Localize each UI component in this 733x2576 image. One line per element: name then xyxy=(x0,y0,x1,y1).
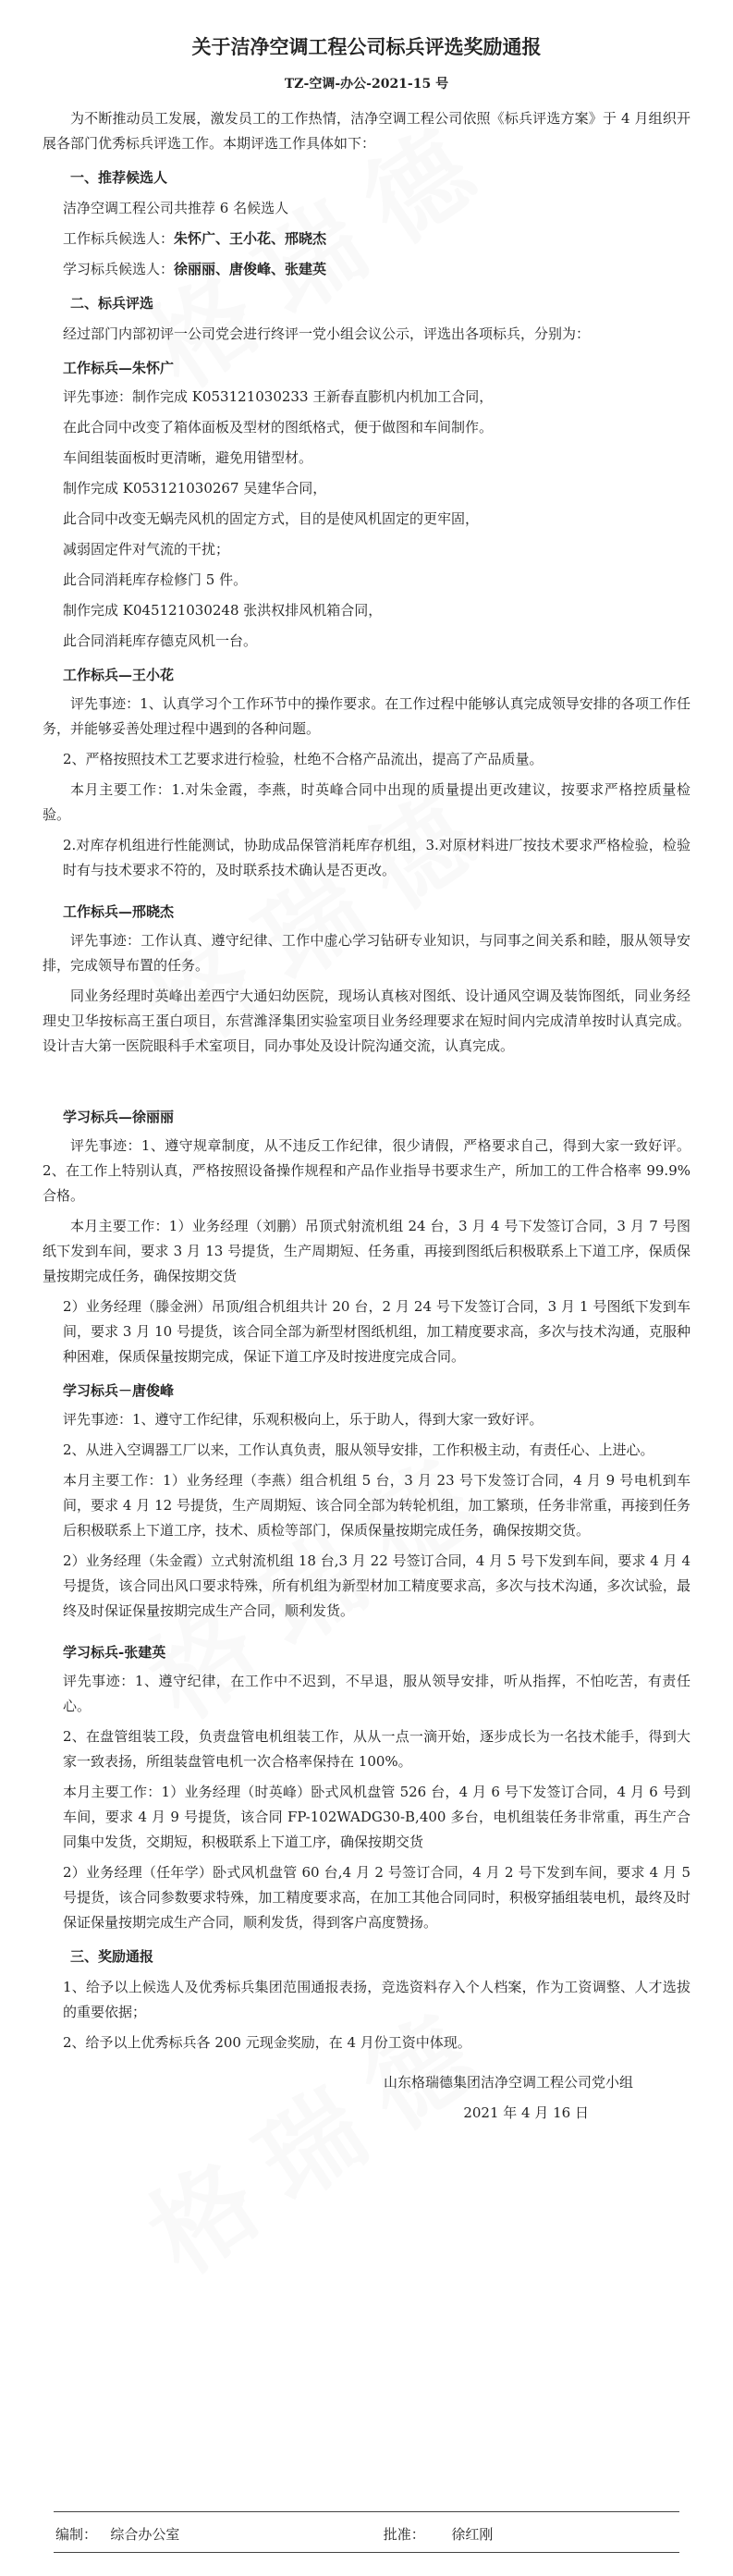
paragraph: 本月主要工作：1）业务经理（时英峰）卧式风机盘管 526 台，4 月 6 号下发签订合同，4 月 6 号到车间，要求 4 月 9 号提货，该合同 FP-102WADG30-B,400 多台，电机组装任务非常重，再生产合同集中发货，交期短，积极联系上下道工序，确保按期交货 xyxy=(63,1784,690,1850)
footer-approver xyxy=(384,2522,494,2547)
paragraph: 2.对库存机组进行性能测试，协助成品保管消耗库存机组，3.对原材料进厂按技术要求严格检验，检验时有与技术要求不符的，及时联系技术确认是否更改。 xyxy=(63,837,690,878)
paragraph: 评先事迹：1、遵守工作纪律，乐观积极向上，乐于助人，得到大家一致好评。 xyxy=(63,1411,544,1428)
paragraph: 评先事迹：1、遵守规章制度，从不违反工作纪律，很少请假，严格要求自己，得到大家一致好评。2、在工作上特别认真，严格按照设备操作规程和产品作业指导书要求生产，所加工的工件合格率 99.9%合格。 xyxy=(43,1137,690,1204)
paragraph: 2、严格按照技术工艺要求进行检验，杜绝不合格产品流出，提高了产品质量。 xyxy=(63,751,544,767)
approver-label: 批准： xyxy=(383,2526,425,2543)
paragraph: 本月主要工作：1）业务经理（李燕）组合机组 5 台，3 月 23 号下发签订合同，4 月 9 号电机到车间，要求 4 月 12 号提货，生产周期短、该合同全部为转轮机组，加工繁琐，任务非常重，再接到任务后积极联系上下道工序，技术、质检等部门，保质保量按期完成任务，确保按期交货。 xyxy=(63,1472,690,1539)
work-candidates-names: 朱怀广、王小花、邢晓杰 xyxy=(174,230,327,247)
paragraph: 2）业务经理（朱金霞）立式射流机组 18 台,3 月 22 号签订合同，4 月 5 号下发到车间，要求 4 月 4 号提货，该合同出风口要求特殊，所有机组为新型材加工精度要求高，多次与技术沟通，多次试验，最终及时保证保量按期完成生产合同，顺利发货。 xyxy=(63,1552,690,1619)
paragraph: 1、给予以上候选人及优秀标兵集团范围通报表扬，竞选资料存入个人档案，作为工资调整、人才选拔的重要依据； xyxy=(63,1979,690,2020)
subsection-title: 学习标兵-张建英 xyxy=(63,1644,166,1661)
paragraph: 2）业务经理（滕金洲）吊顶/组合机组共计 20 台，2 月 24 号下发签订合同，3 月 1 号图纸下发到车间，要求 3 月 10 号提货，该合同全部为新型材图纸机组，加工精度要求高，多次与技术沟通，克服种种困难，保质保量按期完成，保证下道工序及时按进度完成合同。 xyxy=(63,1298,690,1365)
subsection-title: 工作标兵—邢晓杰 xyxy=(63,903,175,920)
signature-org: 山东格瑞德集团洁净空调工程公司党小组 xyxy=(383,2074,633,2091)
editor-value: 综合办公室 xyxy=(110,2526,180,2543)
subsection-title: 学习标兵—徐丽丽 xyxy=(63,1109,175,1125)
paragraph: 车间组装面板时更清晰，避免用错型材。 xyxy=(63,449,313,466)
selection-intro: 经过部门内部初评一公司党会进行终评一党小组会议公示，评选出各项标兵，分别为： xyxy=(63,325,591,342)
paragraph: 制作完成 K053121030267 吴建华合同， xyxy=(63,480,327,497)
document-number: TZ-空调-办公-2021-15 号 xyxy=(284,77,449,92)
footer-editor xyxy=(55,2522,379,2547)
footer xyxy=(55,2522,678,2547)
paragraph: 同业务经理时英峰出差西宁大通妇幼医院，现场认真核对图纸、设计通风空调及装饰图纸，同业务经理史卫华按标高王蛋白项目，东营潍泽集团实验室项目业务经理要求在短时间内完成清单按时认真完成。设计吉大第一医院眼科手术室项目，同办事处及设计院沟通交流，认真完成。 xyxy=(43,987,690,1054)
editor-label: 编制： xyxy=(55,2526,98,2543)
paragraph: 在此合同中改变了箱体面板及型材的图纸格式，便于做图和车间制作。 xyxy=(63,419,494,435)
approver-value: 徐红刚 xyxy=(451,2526,494,2543)
paragraph: 本月主要工作：1.对朱金霞，李燕，时英峰合同中出现的质量提出更改建议，按要求严格控质量检验。 xyxy=(43,781,690,823)
intro-paragraph: 为不断推动员工发展，激发员工的工作热情，洁净空调工程公司依照《标兵评选方案》于 4 月组织开展各部门优秀标兵评选工作。本期评选工作具体如下： xyxy=(43,110,690,152)
paragraph: 评先事迹：制作完成 K053121030233 王新春直膨机内机加工合同， xyxy=(63,388,494,405)
paragraph: 本月主要工作：1）业务经理（刘鹏）吊顶式射流机组 24 台，3 月 4 号下发签订合同，3 月 7 号图纸下发到车间，要求 3 月 13 号提货，生产周期短、任务重，再接到图纸后积极联系上下道工序，保质保量按期完成任务，确保按期交货 xyxy=(43,1218,690,1284)
paragraph: 减弱固定件对气流的干扰； xyxy=(63,541,230,558)
section-heading-reward: 三、奖励通报 xyxy=(70,1948,154,1965)
study-candidates-label: 学习标兵候选人： xyxy=(63,261,175,277)
watermark xyxy=(155,2020,491,2258)
signature-date: 2021 年 4 月 16 日 xyxy=(463,2104,589,2121)
paragraph: 此合同消耗库存检修门 5 件。 xyxy=(63,571,248,588)
paragraph: 2）业务经理（任年学）卧式风机盘管 60 台,4 月 2 号签订合同，4 月 2 号下发到车间，要求 4 月 5 号提货，该合同参数要求特殊，加工精度要求高，在加工其他合同同时，积极穿插组装电机，最终及时保证保量按期完成生产合同，顺利发货，得到客户高度赞扬。 xyxy=(63,1864,690,1931)
paragraph: 评先事迹：工作认真、遵守纪律、工作中虚心学习钻研专业知识，与同事之间关系和睦，服从领导安排，完成领导布置的任务。 xyxy=(43,932,690,974)
study-candidates-names: 徐丽丽、唐俊峰、张建英 xyxy=(174,261,327,277)
paragraph: 评先事迹：1、遵守纪律，在工作中不迟到，不早退，服从领导安排，听从指挥，不怕吃苦，有责任心。 xyxy=(63,1673,690,1714)
paragraph: 此合同中改变无蜗壳风机的固定方式，目的是使风机固定的更牢固， xyxy=(63,510,480,527)
paragraph: 2、从进入空调器工厂以来，工作认真负责，服从领导安排，工作积极主动，有责任心、上进心。 xyxy=(63,1441,654,1458)
study-candidates-line xyxy=(63,257,690,282)
subsection-title: 工作标兵—朱怀广 xyxy=(63,360,175,376)
footer-divider xyxy=(54,2552,679,2553)
paragraph: 2、给予以上优秀标兵各 200 元现金奖励，在 4 月份工资中体现。 xyxy=(63,2034,471,2051)
paragraph: 评先事迹：1、认真学习个工作环节中的操作要求。在工作过程中能够认真完成领导安排的各项工作任务，并能够妥善处理过程中遇到的各种问题。 xyxy=(43,695,690,737)
work-candidates-label: 工作标兵候选人： xyxy=(63,230,175,247)
work-candidates-line xyxy=(63,227,690,251)
section-heading-candidates: 一、推荐候选人 xyxy=(70,169,168,186)
paragraph: 此合同消耗库存德克风机一台。 xyxy=(63,632,258,649)
section-heading-selection: 二、标兵评选 xyxy=(70,295,154,312)
document-title: 关于洁净空调工程公司标兵评选奖励通报 xyxy=(191,35,542,58)
footer-divider xyxy=(54,2511,679,2512)
subsection-title: 工作标兵—王小花 xyxy=(63,667,175,683)
paragraph: 制作完成 K045121030248 张洪权排风机箱合同， xyxy=(63,602,383,619)
candidates-count: 洁净空调工程公司共推荐 6 名候选人 xyxy=(63,200,289,216)
spacer xyxy=(43,1064,690,1096)
paragraph: 2、在盘管组装工段，负责盘管电机组装工作，从从一点一滴开始，逐步成长为一名技术能手，得到大家一致表扬，所组装盘管电机一次合格率保持在 100%。 xyxy=(63,1728,690,1770)
subsection-title: 学习标兵－唐俊峰 xyxy=(63,1382,175,1399)
